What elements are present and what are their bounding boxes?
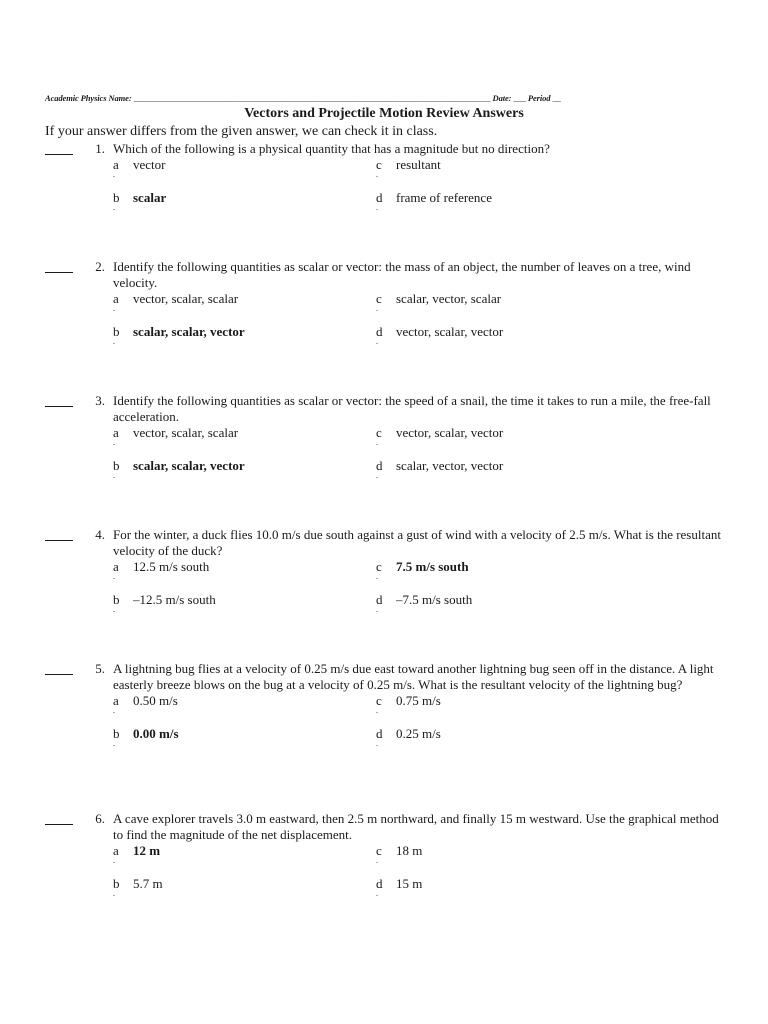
question-6 xyxy=(45,811,725,913)
option-dot: . xyxy=(376,337,378,346)
period-line[interactable]: __ xyxy=(552,93,561,103)
option-text: vector, scalar, scalar xyxy=(133,425,239,440)
option-letter: d xyxy=(376,726,383,741)
option-letter: c xyxy=(376,425,382,440)
option-letter: c xyxy=(376,559,382,574)
answer-blank[interactable] xyxy=(45,813,73,825)
option-d xyxy=(376,458,636,480)
option-c xyxy=(376,291,636,313)
option-c xyxy=(376,157,636,179)
question-stem: Identify the following quantities as scalar or vector: the mass of an object, the number of leaves on a tree, wind velocity. xyxy=(113,259,691,290)
option-letter: d xyxy=(376,324,383,339)
option-b xyxy=(113,876,373,898)
course-name-label: Academic Physics Name: xyxy=(45,93,132,103)
option-text: 12.5 m/s south xyxy=(133,559,210,574)
options xyxy=(113,693,725,763)
question-1 xyxy=(45,141,725,227)
option-text: scalar, scalar, vector xyxy=(133,324,245,339)
option-letter: a xyxy=(113,157,119,172)
option-dot: . xyxy=(376,471,378,480)
option-a xyxy=(113,693,373,715)
option-letter: b xyxy=(113,592,120,607)
question-stem: For the winter, a duck flies 10.0 m/s due south against a gust of wind with a velocity of 2.5 m/s. What is the resultant velocity of the duck? xyxy=(113,527,721,558)
option-dot: . xyxy=(113,471,115,480)
option-letter: b xyxy=(113,190,120,205)
option-a-correct xyxy=(113,843,373,865)
option-text: 5.7 m xyxy=(133,876,163,891)
option-dot: . xyxy=(113,170,115,179)
question-stem: A cave explorer travels 3.0 m eastward, then 2.5 m northward, and finally 15 m westward. Use the graphical method to find the magnitude of the net displacement. xyxy=(113,811,719,842)
option-text: 0.50 m/s xyxy=(133,693,178,708)
options xyxy=(113,843,725,913)
option-text: vector, scalar, scalar xyxy=(133,291,239,306)
option-dot: . xyxy=(113,739,115,748)
option-text: scalar, vector, scalar xyxy=(396,291,502,306)
option-dot: . xyxy=(376,304,378,313)
option-text: –12.5 m/s south xyxy=(133,592,216,607)
option-dot: . xyxy=(376,203,378,212)
option-dot: . xyxy=(113,572,115,581)
answer-blank[interactable] xyxy=(45,261,73,273)
option-letter: c xyxy=(376,693,382,708)
option-letter: d xyxy=(376,876,383,891)
question-3 xyxy=(45,393,725,495)
option-dot: . xyxy=(113,203,115,212)
option-text: resultant xyxy=(396,157,441,172)
option-text: vector, scalar, vector xyxy=(396,324,504,339)
option-d xyxy=(376,876,636,898)
option-text: 18 m xyxy=(396,843,423,858)
option-letter: c xyxy=(376,843,382,858)
option-c xyxy=(376,425,636,447)
option-a xyxy=(113,559,373,581)
option-text: vector xyxy=(133,157,166,172)
question-number: 4. xyxy=(95,527,105,542)
options xyxy=(113,425,725,495)
options xyxy=(113,291,725,361)
option-letter: a xyxy=(113,843,119,858)
option-text: 0.00 m/s xyxy=(133,726,179,741)
option-text: frame of reference xyxy=(396,190,492,205)
answer-blank[interactable] xyxy=(45,663,73,675)
option-letter: b xyxy=(113,324,120,339)
option-dot: . xyxy=(113,706,115,715)
option-dot: . xyxy=(376,572,378,581)
option-letter: a xyxy=(113,693,119,708)
option-text: 7.5 m/s south xyxy=(396,559,469,574)
option-a xyxy=(113,157,373,179)
date-label: Date: xyxy=(492,93,512,103)
option-b-correct xyxy=(113,726,373,748)
option-text: 15 m xyxy=(396,876,423,891)
question-2 xyxy=(45,259,725,361)
question-stem: A lightning bug flies at a velocity of 0.25 m/s due east toward another lightning bug seen off in the distance. A light easterly breeze blows on the bug at a velocity of 0.25 m/s. What is the resultant velocity of the lightning bug? xyxy=(113,661,714,692)
options xyxy=(113,157,725,227)
answer-blank[interactable] xyxy=(45,395,73,407)
option-c-correct xyxy=(376,559,636,581)
options xyxy=(113,559,725,629)
option-dot: . xyxy=(113,856,115,865)
option-d xyxy=(376,190,636,212)
option-text: 0.75 m/s xyxy=(396,693,441,708)
option-dot: . xyxy=(376,856,378,865)
answer-blank[interactable] xyxy=(45,143,73,155)
option-text: vector, scalar, vector xyxy=(396,425,504,440)
question-number: 1. xyxy=(95,141,105,156)
option-b xyxy=(113,592,373,614)
answer-blank[interactable] xyxy=(45,529,73,541)
option-letter: c xyxy=(376,157,382,172)
date-line[interactable]: ___ xyxy=(513,93,526,103)
option-letter: d xyxy=(376,592,383,607)
option-c xyxy=(376,693,636,715)
option-dot: . xyxy=(376,739,378,748)
option-dot: . xyxy=(113,304,115,313)
option-letter: b xyxy=(113,876,120,891)
option-b-correct xyxy=(113,324,373,346)
option-text: 0.25 m/s xyxy=(396,726,441,741)
option-letter: b xyxy=(113,458,120,473)
question-stem: Which of the following is a physical quantity that has a magnitude but no direction? xyxy=(113,141,550,156)
option-text: scalar, scalar, vector xyxy=(133,458,245,473)
question-number: 3. xyxy=(95,393,105,408)
question-4 xyxy=(45,527,725,629)
option-d xyxy=(376,324,636,346)
option-text: –7.5 m/s south xyxy=(396,592,473,607)
question-number: 2. xyxy=(95,259,105,274)
question-stem: Identify the following quantities as scalar or vector: the speed of a snail, the time it takes to run a mile, the free-fall acceleration. xyxy=(113,393,711,424)
option-letter: b xyxy=(113,726,120,741)
option-text: scalar, vector, vector xyxy=(396,458,504,473)
question-5 xyxy=(45,661,725,763)
option-letter: a xyxy=(113,291,119,306)
page-header xyxy=(45,93,745,103)
option-d xyxy=(376,726,636,748)
name-line[interactable]: ______________________________________________________________________________________ xyxy=(133,93,491,103)
option-dot: . xyxy=(376,889,378,898)
option-dot: . xyxy=(376,170,378,179)
option-d xyxy=(376,592,636,614)
option-letter: d xyxy=(376,458,383,473)
page-title: Vectors and Projectile Motion Review Answers xyxy=(244,106,524,121)
option-b-correct xyxy=(113,190,373,212)
option-dot: . xyxy=(113,605,115,614)
option-dot: . xyxy=(376,706,378,715)
option-letter: d xyxy=(376,190,383,205)
question-number: 6. xyxy=(95,811,105,826)
option-c xyxy=(376,843,636,865)
option-letter: c xyxy=(376,291,382,306)
option-dot: . xyxy=(376,605,378,614)
option-text: scalar xyxy=(133,190,167,205)
instructions-note: If your answer differs from the given answer, we can check it in class. xyxy=(45,124,438,139)
option-a xyxy=(113,425,373,447)
option-text: 12 m xyxy=(133,843,161,858)
option-b-correct xyxy=(113,458,373,480)
option-letter: a xyxy=(113,425,119,440)
option-dot: . xyxy=(113,337,115,346)
option-dot: . xyxy=(376,438,378,447)
option-dot: . xyxy=(113,889,115,898)
option-letter: a xyxy=(113,559,119,574)
option-dot: . xyxy=(113,438,115,447)
question-number: 5. xyxy=(95,661,105,676)
option-a xyxy=(113,291,373,313)
period-label: Period xyxy=(527,93,551,103)
